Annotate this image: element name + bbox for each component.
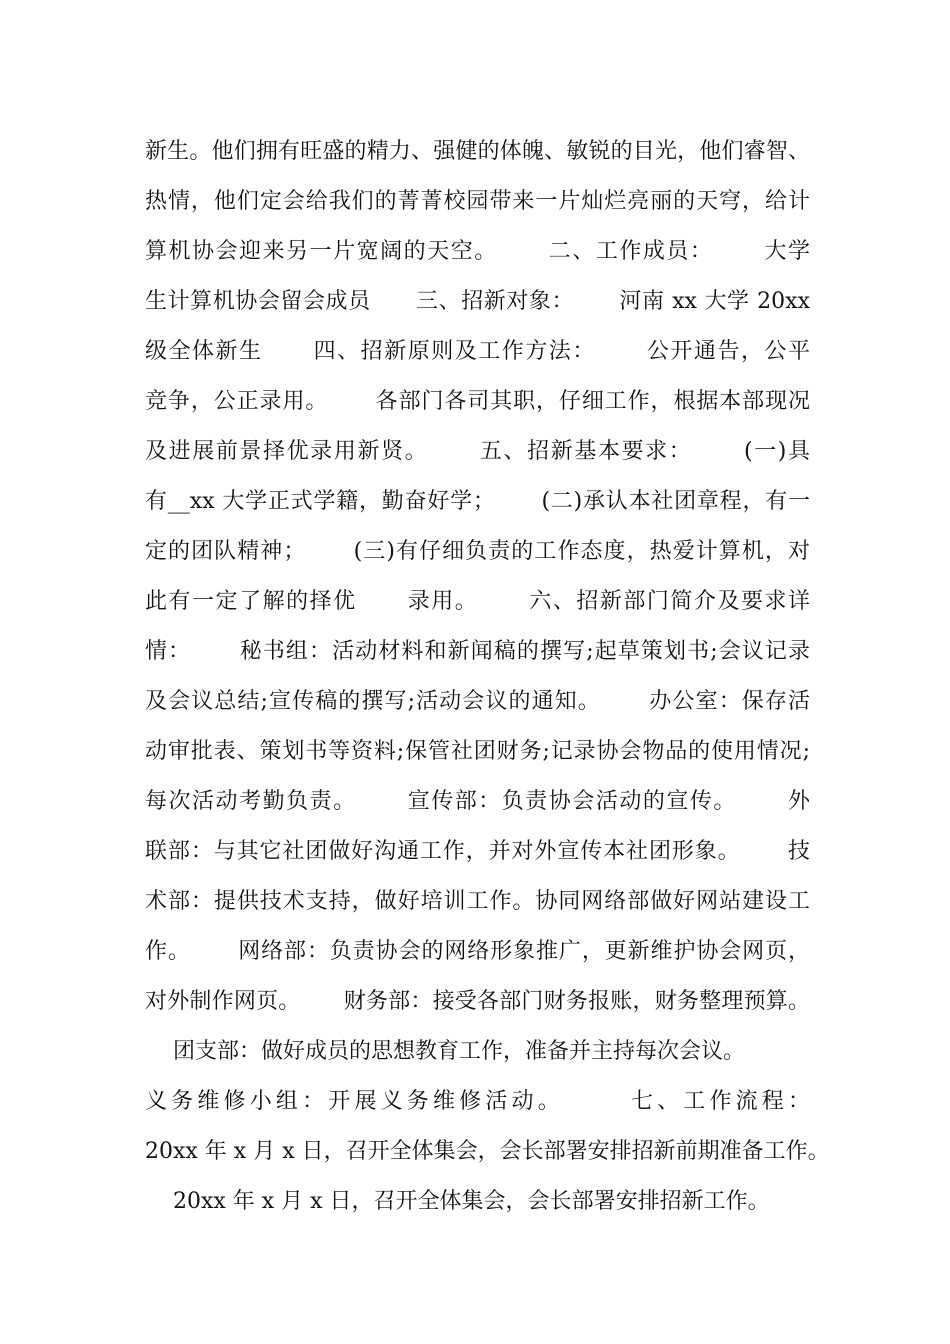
body-text-line: 新生。他们拥有旺盛的精力、强健的体魄、敏锐的目光，他们睿智、 <box>145 139 810 164</box>
body-text-line: 20xx 年 x 月 x 日，召开全体集会，会长部署安排招新前期准备工作。 <box>145 1139 830 1164</box>
body-text-line: 联部：与其它社团做好沟通工作，并对外宣传本社团形象。 技 <box>145 839 810 864</box>
body-text-line: 每次活动考勤负责。 宣传部：负责协会活动的宣传。 外 <box>145 789 810 814</box>
body-text-line: 义务维修小组：开展义务维修活动。 七、工作流程： <box>145 1089 810 1114</box>
body-text-line: 热情，他们定会给我们的菁菁校园带来一片灿烂亮丽的天穹，给计 <box>145 189 810 214</box>
body-text-line: 算机协会迎来另一片宽阔的天空。 二、工作成员： 大学 <box>145 239 810 264</box>
body-text-line: 竞争，公正录用。 各部门各司其职，仔细工作，根据本部现况 <box>145 389 810 414</box>
body-text-line: 及会议总结;宣传稿的撰写;活动会议的通知。 办公室：保存活 <box>145 689 810 714</box>
body-text-line: 团支部：做好成员的思想教育工作，准备并主持每次会议。 <box>145 1039 745 1064</box>
body-text-line: 动审批表、策划书等资料;保管社团财务;记录协会物品的使用情况; <box>145 739 810 764</box>
body-text-line: 有__xx 大学正式学籍，勤奋好学； (二)承认本社团章程，有一 <box>145 489 810 514</box>
body-text-line: 及进展前景择优录用新贤。 五、招新基本要求： (一)具 <box>145 439 810 464</box>
body-text-line: 作。 网络部：负责协会的网络形象推广，更新维护协会网页， <box>145 939 810 964</box>
body-text-line: 定的团队精神； (三)有仔细负责的工作态度，热爱计算机，对 <box>145 539 810 564</box>
body-text-line: 20xx 年 x 月 x 日，召开全体集会，会长部署安排招新工作。 <box>145 1189 770 1214</box>
body-text-line: 生计算机协会留会成员 三、招新对象： 河南 xx 大学 20xx <box>145 289 810 314</box>
body-text-line: 术部：提供技术支持，做好培训工作。协同网络部做好网站建设工 <box>145 889 810 914</box>
body-text-line: 情： 秘书组：活动材料和新闻稿的撰写;起草策划书;会议记录 <box>145 639 810 664</box>
body-text-line: 级全体新生 四、招新原则及工作方法： 公开通告，公平 <box>145 339 810 364</box>
body-text-line: 此有一定了解的择优 录用。 六、招新部门简介及要求详 <box>145 589 810 614</box>
body-text-line: 对外制作网页。 财务部：接受各部门财务报账，财务整理预算。 <box>145 989 810 1014</box>
